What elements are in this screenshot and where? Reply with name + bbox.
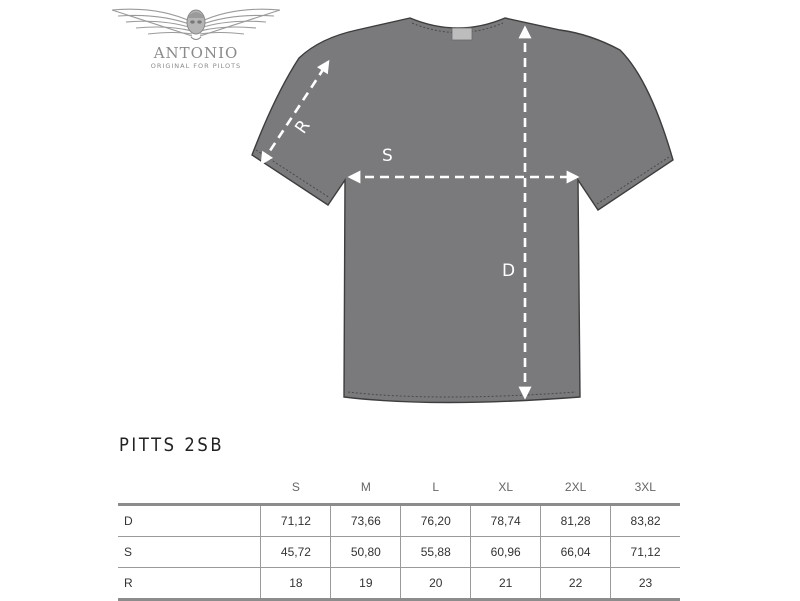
brand-name: ANTONIO [153,44,239,62]
sleeve-label: R [291,116,315,138]
size-header-2xl: 2XL [541,470,611,505]
table-cell: 19 [331,568,401,600]
table-cell: 83,82 [611,505,680,537]
table-cell: 71,12 [611,537,680,568]
tshirt-body [252,18,673,403]
size-header-3xl: 3XL [611,470,680,505]
table-cell: 81,28 [541,505,611,537]
table-row [118,537,680,568]
table-row [118,568,680,600]
table-cell: 22 [541,568,611,600]
neck-label [452,28,472,40]
corner-cell [118,470,261,505]
size-header-l: L [401,470,471,505]
table-cell: 18 [261,568,331,600]
size-header-row [118,470,680,505]
row-label: R [118,568,261,600]
table-cell: 71,12 [261,505,331,537]
row-label: S [118,537,261,568]
table-cell: 78,74 [471,505,541,537]
table-cell: 21 [471,568,541,600]
table-cell: 60,96 [471,537,541,568]
table-cell: 23 [611,568,680,600]
size-header-xl: XL [471,470,541,505]
row-label: D [118,505,261,537]
product-title: PITTS 2SB [119,434,225,456]
table-cell: 76,20 [401,505,471,537]
size-table [118,470,680,601]
table-cell: 73,66 [331,505,401,537]
width-label: S [382,146,393,166]
size-header-s: S [261,470,331,505]
size-header-m: M [331,470,401,505]
table-cell: 55,88 [401,537,471,568]
table-row [118,505,680,537]
table-cell: 20 [401,568,471,600]
table-cell: 50,80 [331,537,401,568]
table-cell: 66,04 [541,537,611,568]
table-cell: 45,72 [261,537,331,568]
length-label: D [502,261,516,281]
brand-tagline: ORIGINAL FOR PILOTS [150,62,242,70]
